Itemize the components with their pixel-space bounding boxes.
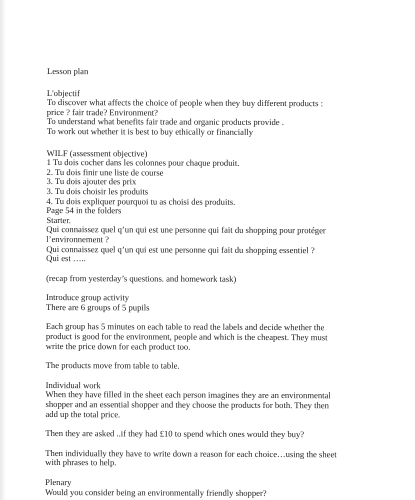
products-move-line: The products move from table to table. [45, 360, 180, 371]
plenary-heading: Plenary [45, 476, 72, 488]
document-title: Lesson plan [46, 66, 89, 77]
objective-line: To understand what benefits fair trade and organic products provide . [46, 116, 284, 128]
wilf-line: Qui connaissez quel q’un qui est une personne qui fait du shopping essentiel ? [46, 243, 315, 255]
each-group-paragraph [46, 322, 411, 352]
group-line: Introduce group activity [45, 292, 130, 303]
wilf-heading: WILF (assessment objective) [46, 147, 148, 159]
recap-note: (recap from yesterday’s questions. and homework task) [46, 272, 237, 284]
individual-line: When they have filled in the sheet each person imagines they are an environmental [45, 389, 331, 401]
wilf-line: l’environnement ? [46, 233, 110, 245]
lesson-plan-document [45, 67, 412, 499]
plenary-section [45, 478, 410, 499]
plenary-question: Would you consider being an environmentally friendly shopper? [45, 486, 267, 498]
objective-heading: L'objectif [46, 87, 80, 98]
paragraph-line: with phrases to help. [45, 457, 117, 468]
wilf-line: 2. Tu dois finir une liste de course [46, 166, 164, 178]
wilf-line: 3. Tu dois ajouter des prix [46, 176, 137, 187]
reason-paragraph [45, 449, 410, 470]
paragraph-line: Then individually they have to write down a reason for each choice…using the sheet [45, 447, 337, 460]
objective-line: To discover what affects the choice of people when they buy different products : [46, 97, 324, 109]
paragraph-line: product is good for the environment, people and which is the cheapest. They must [45, 331, 328, 343]
individual-line: shopper and an essential shopper and they choose the products for both. They then [45, 399, 329, 411]
individual-line: add up the total price. [45, 408, 121, 419]
objective-line: To work out whether it is best to buy ethically or financially [46, 125, 254, 137]
objective-section [47, 89, 412, 139]
paragraph-line: Each group has 5 minutes on each table to read the labels and decide whether the [45, 321, 325, 333]
wilf-line: Qui connaissez quel q’un qui est une personne qui fait du shopping pour protéger [46, 224, 326, 236]
wilf-section [46, 149, 411, 266]
individual-heading: Individual work [45, 379, 101, 391]
group-activity-section [46, 293, 411, 314]
individual-work-section [45, 381, 410, 421]
scan-edge-shadow [0, 0, 6, 500]
wilf-line: Starter. [46, 214, 71, 225]
wilf-line: 3. Tu dois choisir les produits [46, 185, 149, 197]
spending-question: Then they are asked ..if they had £10 to spend which ones would they buy? [45, 428, 305, 440]
wilf-line: 4. Tu dois expliquer pourquoi tu as choisi des produits. [46, 195, 236, 207]
wilf-line: Qui est ….. [46, 253, 86, 264]
wilf-line: 1 Tu dois cocher dans les colonnes pour chaque produit. [46, 157, 240, 168]
objective-line: price ? fair trade? Environment? [46, 106, 159, 118]
paragraph-line: write the price down for each product too. [45, 340, 191, 352]
group-line: There are 6 groups of 5 pupils [45, 301, 150, 313]
wilf-line: Page 54 in the folders [46, 205, 122, 216]
